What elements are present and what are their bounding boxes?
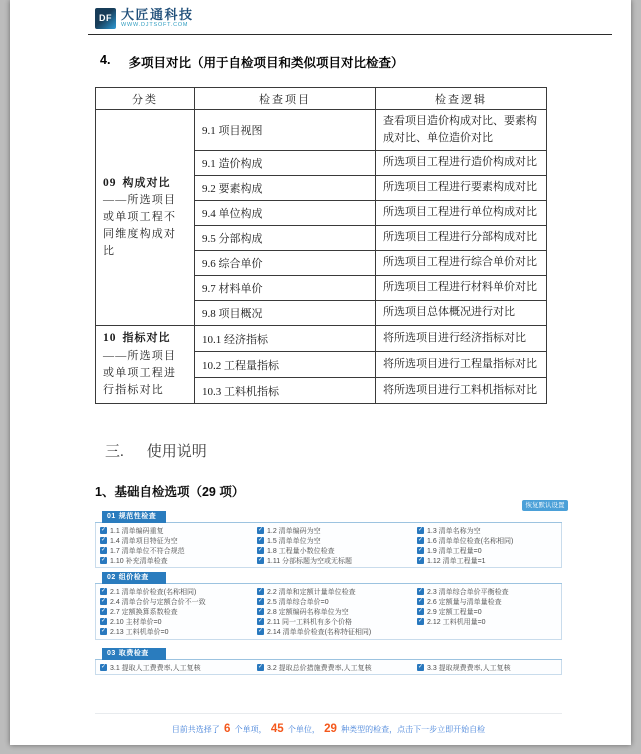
self-check-item-label: 1.5 清单单位为空 xyxy=(267,537,321,545)
table-row xyxy=(96,326,547,352)
checkbox-checked-icon[interactable]: ✓ xyxy=(257,527,264,533)
check-item-cell: 9.1 造价构成 xyxy=(195,151,376,176)
self-check-item[interactable] xyxy=(257,587,417,597)
restore-defaults-button[interactable]: 恢复默认设置 xyxy=(522,500,568,511)
check-logic-cell: 所选项目工程进行造价构成对比 xyxy=(376,151,547,176)
self-check-item[interactable] xyxy=(100,627,257,637)
self-check-item[interactable] xyxy=(257,536,417,546)
table-row xyxy=(96,110,547,151)
check-logic-cell: 所选项目总体概况进行对比 xyxy=(376,301,547,326)
checkbox-checked-icon[interactable]: ✓ xyxy=(100,588,107,594)
self-check-item[interactable] xyxy=(417,526,557,536)
self-check-item-label: 1.6 清单单位检查(名称相同) xyxy=(427,537,514,545)
summary-text: 个单项， xyxy=(232,725,269,734)
self-check-item-label: 2.9 定额工程量=0 xyxy=(427,608,482,616)
check-item-cell: 9.4 单位构成 xyxy=(195,201,376,226)
self-check-item[interactable] xyxy=(417,546,557,556)
check-logic-cell: 查看项目造价构成对比、要素构成对比、单位造价对比 xyxy=(376,110,547,151)
company-url: WWW.DJTSOFT.COM xyxy=(121,22,189,29)
check-logic-cell: 将所选项目进行工程量指标对比 xyxy=(376,352,547,378)
checkbox-checked-icon[interactable]: ✓ xyxy=(417,618,424,624)
summary-text: 个单位， xyxy=(285,725,323,734)
comparison-table xyxy=(95,87,547,404)
section-header-fee-check xyxy=(95,648,562,660)
checkbox-checked-icon[interactable]: ✓ xyxy=(417,598,424,604)
check-logic-cell: 所选项目工程进行分部构成对比 xyxy=(376,226,547,251)
header-category: 分类 xyxy=(96,88,195,110)
self-check-item[interactable] xyxy=(100,617,257,627)
checkbox-checked-icon[interactable]: ✓ xyxy=(100,547,107,553)
section3-title: 使用说明 xyxy=(146,444,207,460)
section4-title: 多项目对比（用于自检项目和类似项目对比检查） xyxy=(128,56,404,70)
check-item-cell: 10.1 经济指标 xyxy=(195,326,376,352)
self-check-item[interactable] xyxy=(257,546,417,556)
self-check-item-label: 1.1 清单编码重复 xyxy=(110,527,164,535)
checkbox-checked-icon[interactable]: ✓ xyxy=(100,608,107,614)
self-check-item[interactable] xyxy=(100,546,257,556)
checkbox-checked-icon[interactable]: ✓ xyxy=(257,608,264,614)
check-item-cell: 9.7 材料单价 xyxy=(195,276,376,301)
checkbox-checked-icon[interactable]: ✓ xyxy=(417,557,424,563)
section4-number: 4. xyxy=(100,53,111,67)
category-title: 构成对比 xyxy=(122,176,171,189)
self-check-item-label: 2.12 工料机用量=0 xyxy=(427,618,486,626)
checkbox-checked-icon[interactable]: ✓ xyxy=(417,537,424,543)
header-check-logic: 检查逻辑 xyxy=(376,88,547,110)
self-check-item[interactable] xyxy=(100,663,257,673)
self-check-item-label: 2.3 清单综合单价平衡检查 xyxy=(427,588,509,596)
self-check-item-label: 2.4 清单合价与定额合价不一致 xyxy=(110,598,206,606)
check-logic-cell: 将所选项目进行工料机指标对比 xyxy=(376,378,547,404)
category-number: 09 xyxy=(103,176,117,189)
section-number: 02 xyxy=(107,574,116,581)
self-check-item-label: 2.2 清单和定额计量单位检查 xyxy=(267,588,356,596)
self-check-item[interactable] xyxy=(417,587,557,597)
self-check-item-label: 2.1 清单单价检查(名称相同) xyxy=(110,588,197,596)
self-check-item-label: 2.14 清单单价检查(名称特征相同) xyxy=(267,628,372,636)
check-item-cell: 9.5 分部构成 xyxy=(195,226,376,251)
self-check-item-label: 2.13 工料机单价=0 xyxy=(110,628,169,636)
check-item-cell: 9.1 项目视图 xyxy=(195,110,376,151)
checkbox-checked-icon[interactable]: ✓ xyxy=(257,588,264,594)
self-check-item-label: 3.3 提取规费费率,人工复核 xyxy=(427,664,511,672)
checkbox-checked-icon[interactable]: ✓ xyxy=(100,628,107,634)
self-check-item[interactable] xyxy=(257,526,417,536)
self-check-item[interactable] xyxy=(257,607,417,617)
section-title: 规范性检查 xyxy=(118,513,157,520)
check-item-cell: 10.3 工料机指标 xyxy=(195,378,376,404)
table-header-row xyxy=(96,88,547,110)
section-header-pricing-check xyxy=(95,572,562,584)
checkbox-checked-icon[interactable]: ✓ xyxy=(257,618,264,624)
section-header-normative-check xyxy=(95,511,562,523)
category-title: 指标对比 xyxy=(122,332,171,345)
selected-types-count: 29 xyxy=(324,723,337,735)
checkbox-checked-icon[interactable]: ✓ xyxy=(100,557,107,563)
checkbox-checked-icon[interactable]: ✓ xyxy=(100,537,107,543)
self-check-item[interactable] xyxy=(100,587,257,597)
self-check-item[interactable] xyxy=(417,536,557,546)
selection-summary xyxy=(95,713,562,741)
checkbox-checked-icon[interactable]: ✓ xyxy=(100,664,107,670)
self-check-item[interactable] xyxy=(417,663,557,673)
check-item-cell: 9.8 项目概况 xyxy=(195,301,376,326)
self-check-item[interactable] xyxy=(257,597,417,607)
checkbox-group-normative xyxy=(95,523,562,568)
checkbox-group-fee xyxy=(95,660,562,675)
self-check-item-label: 1.4 清单项目特征为空 xyxy=(110,537,178,545)
self-check-item[interactable] xyxy=(100,607,257,617)
category-description: ——所选项目或单项工程进行指标对比 xyxy=(103,349,177,396)
check-logic-cell: 所选项目工程进行材料单价对比 xyxy=(376,276,547,301)
self-check-item-label: 2.5 清单综合单价=0 xyxy=(267,598,329,606)
self-check-item-label: 1.11 分部标题为空或无标题 xyxy=(267,557,353,565)
self-check-item[interactable] xyxy=(417,597,557,607)
section-number: 03 xyxy=(107,650,116,657)
header-divider xyxy=(88,34,612,35)
check-logic-cell: 所选项目工程进行单位构成对比 xyxy=(376,201,547,226)
self-check-item[interactable] xyxy=(257,617,417,627)
checkbox-group-pricing xyxy=(95,584,562,640)
self-check-item-label: 1.12 清单工程量=1 xyxy=(427,557,486,565)
check-logic-cell: 将所选项目进行经济指标对比 xyxy=(376,326,547,352)
checkbox-checked-icon[interactable]: ✓ xyxy=(100,618,107,624)
subsection-heading: 1、基础自检选项（29 项） xyxy=(95,485,245,499)
self-check-item[interactable] xyxy=(100,536,257,546)
checkbox-checked-icon[interactable]: ✓ xyxy=(417,547,424,553)
checkbox-checked-icon[interactable]: ✓ xyxy=(257,537,264,543)
checkbox-checked-icon[interactable]: ✓ xyxy=(257,598,264,604)
checkbox-checked-icon[interactable]: ✓ xyxy=(417,664,424,670)
check-item-cell: 9.6 综合单价 xyxy=(195,251,376,276)
self-check-item-label: 1.9 清单工程量=0 xyxy=(427,547,482,555)
checkbox-checked-icon[interactable]: ✓ xyxy=(100,598,107,604)
company-name: 大匠通科技 xyxy=(121,7,194,23)
self-check-item[interactable] xyxy=(417,617,557,627)
category-number: 10 xyxy=(103,332,117,345)
self-check-item[interactable] xyxy=(257,627,417,637)
section3-number: 三. xyxy=(105,444,124,460)
selected-projects-count: 6 xyxy=(224,723,231,735)
document-page xyxy=(10,0,631,745)
self-check-item-label: 2.8 定额编码名称单位为空 xyxy=(267,608,349,616)
self-check-item-label: 2.7 定额换算系数检查 xyxy=(110,608,178,616)
section-title: 取费检查 xyxy=(118,650,149,657)
category-cell xyxy=(96,326,195,404)
checkbox-checked-icon[interactable]: ✓ xyxy=(100,527,107,533)
section-title: 组价检查 xyxy=(118,574,149,581)
check-logic-cell: 所选项目工程进行综合单价对比 xyxy=(376,251,547,276)
header-check-item: 检查项目 xyxy=(195,88,376,110)
section-number: 01 xyxy=(107,513,116,520)
check-item-cell: 9.2 要素构成 xyxy=(195,176,376,201)
self-check-item-label: 1.2 清单编码为空 xyxy=(267,527,321,535)
self-check-item[interactable] xyxy=(257,663,417,673)
summary-text: 种类型的检查，点击下一步立即开始自检 xyxy=(338,725,486,734)
check-logic-cell: 所选项目工程进行要素构成对比 xyxy=(376,176,547,201)
check-item-cell: 10.2 工程量指标 xyxy=(195,352,376,378)
checkbox-checked-icon[interactable]: ✓ xyxy=(257,664,264,670)
self-check-item-label: 1.3 清单名称为空 xyxy=(427,527,481,535)
checkbox-checked-icon[interactable]: ✓ xyxy=(417,588,424,594)
category-cell xyxy=(96,110,195,326)
self-check-item[interactable] xyxy=(417,556,557,566)
self-check-item-label: 3.2 提取总价措施费费率,人工复核 xyxy=(267,664,372,672)
self-check-item[interactable] xyxy=(100,526,257,536)
self-check-item[interactable] xyxy=(100,556,257,566)
section3-heading xyxy=(105,440,207,461)
self-check-item-label: 2.10 主材单价=0 xyxy=(110,618,162,626)
self-check-item-label: 2.11 同一工料机有多个价格 xyxy=(267,618,353,626)
self-check-item[interactable] xyxy=(100,597,257,607)
selected-units-count: 45 xyxy=(270,723,284,735)
self-check-item-label: 1.8 工程量小数位检查 xyxy=(267,547,335,555)
self-check-item-label: 1.10 补充清单检查 xyxy=(110,557,168,565)
checkbox-checked-icon[interactable]: ✓ xyxy=(257,557,264,563)
section4-heading xyxy=(100,53,403,71)
self-check-item-label: 1.7 清单单位不符合规范 xyxy=(110,547,185,555)
summary-text: 目前共选择了 xyxy=(171,725,223,734)
self-check-item-label: 3.1 提取人工费费率,人工复核 xyxy=(110,664,201,672)
checkbox-checked-icon[interactable]: ✓ xyxy=(257,628,264,634)
checkbox-checked-icon[interactable]: ✓ xyxy=(417,527,424,533)
self-check-item-label: 2.6 定额量与清单量检查 xyxy=(427,598,502,606)
category-description: ——所选项目或单项工程不同维度构成对比 xyxy=(103,194,177,258)
checkbox-checked-icon[interactable]: ✓ xyxy=(417,608,424,614)
self-check-item[interactable] xyxy=(257,556,417,566)
self-check-item[interactable] xyxy=(417,607,557,617)
checkbox-checked-icon[interactable]: ✓ xyxy=(257,547,264,553)
logo-icon: DF xyxy=(95,8,116,29)
company-logo xyxy=(95,8,194,29)
